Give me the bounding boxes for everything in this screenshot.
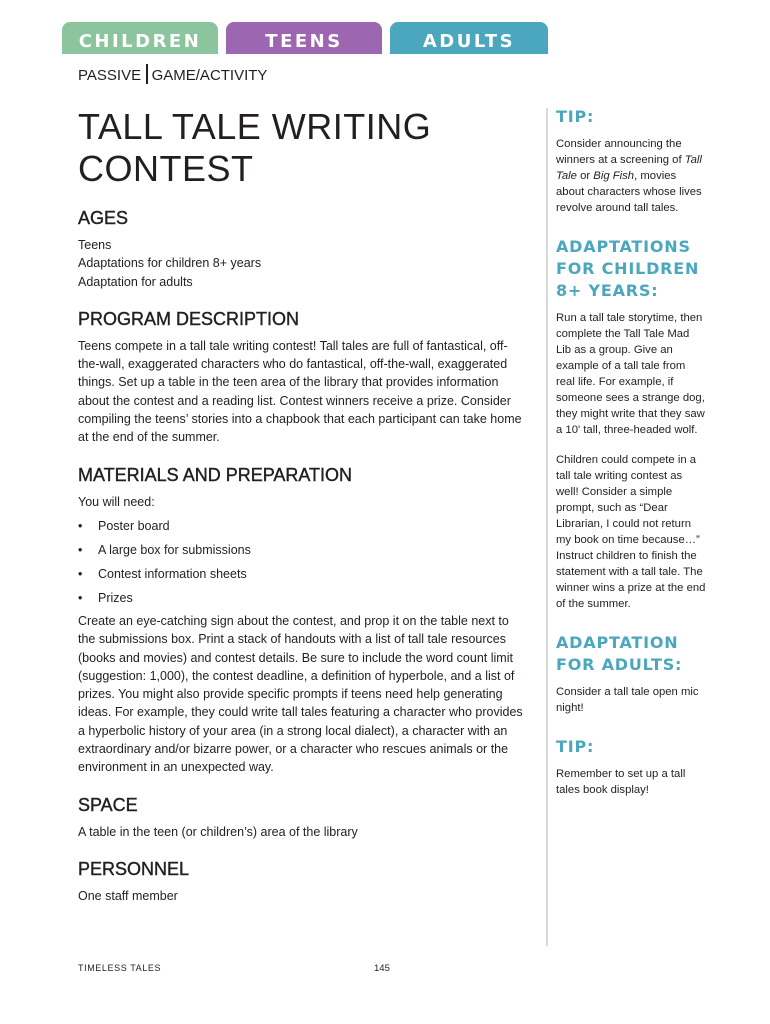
list-item bbox=[78, 562, 524, 586]
movie-title: Big Fish bbox=[593, 170, 635, 182]
space-text: A table in the teen (or children’s) area of the library bbox=[78, 824, 358, 839]
title-line: TALL TALE WRITING bbox=[78, 106, 432, 147]
tip-heading: TIP: bbox=[556, 737, 595, 756]
materials-intro: You will need: bbox=[78, 494, 155, 509]
tip-text-part: Consider announcing the winners at a screening of bbox=[556, 138, 685, 166]
adults-adaptation bbox=[556, 632, 706, 716]
space-heading: SPACE bbox=[78, 794, 138, 815]
title-line: CONTEST bbox=[78, 148, 254, 189]
personnel-heading: PERSONNEL bbox=[78, 858, 190, 879]
list-item bbox=[78, 538, 524, 562]
children-adaptations bbox=[556, 236, 706, 612]
sidebar bbox=[556, 106, 706, 818]
materials-list bbox=[78, 514, 524, 610]
program-description-section bbox=[78, 309, 524, 447]
materials-section bbox=[78, 465, 524, 777]
children-adaptations-text: Children could compete in a tall tale writing contest as well! Consider a simple prompt, such as “Dear Librarian, I could not return my book on time because…” Instruct children to finish the statement with a tall tale. The winner wins a prize at the end of the summer. bbox=[556, 454, 706, 610]
bullet-icon: • bbox=[78, 566, 83, 581]
audience-tabs bbox=[62, 22, 548, 54]
tab-teens: TEENS bbox=[226, 22, 382, 54]
bullet-icon: • bbox=[78, 590, 83, 605]
tip-text bbox=[556, 136, 706, 216]
adults-adaptation-heading bbox=[556, 632, 706, 676]
materials-heading: MATERIALS AND PREPARATION bbox=[78, 464, 353, 485]
page-title bbox=[78, 106, 524, 190]
adults-adaptation-text: Consider a tall tale open mic night! bbox=[556, 686, 699, 714]
sidebar-divider bbox=[546, 108, 548, 946]
list-item-label: Contest information sheets bbox=[98, 566, 247, 581]
materials-text: Create an eye-catching sign about the contest, and prop it on the table next to the submissions box. Print a stack of handouts with a list of tall tale resources (books and movies) and contest details. Be sure to include the word count limit (suggestion: 1,000), the contest deadline, a definition of hyperbole, and a list of prizes. You might also provide specific prompts if teens need help generating ideas. For example, they could write tall tales featuring a character who provides a hyperbolic history of your area (in a strong local dialect), a character with an extraordinary and/or bizarre power, or a character who rescues animals or the environment in an unexpected way. bbox=[78, 613, 523, 775]
list-item-label: A large box for submissions bbox=[98, 542, 251, 557]
heading-line: FOR ADULTS: bbox=[556, 655, 683, 674]
program-description-text: Teens compete in a tall tale writing contest! Tall tales are full of fantastical, off-the-wall, exaggerated characters who do fantastical, off-the-wall, exaggerated things. Set up a table in the teen area of the library that provides information about the contest and a reading list. Contest winners receive a prize. Consider compiling the teens’ stories into a chapbook that each participant can take home at the end of the summer. bbox=[78, 338, 522, 445]
personnel-section bbox=[78, 859, 524, 905]
heading-line: 8+ YEARS: bbox=[556, 281, 659, 300]
page-number: 145 bbox=[374, 963, 390, 974]
list-item-label: Prizes bbox=[98, 590, 133, 605]
ages-section bbox=[78, 208, 524, 291]
tip-box bbox=[556, 106, 706, 216]
tip-box bbox=[556, 736, 706, 798]
bullet-icon: • bbox=[78, 542, 83, 557]
tip-text-part: or bbox=[576, 170, 594, 182]
footer-book-title: TIMELESS TALES bbox=[78, 963, 162, 973]
tip-text-part: , movies about characters whose lives revolve around tall tales. bbox=[556, 170, 702, 214]
children-adaptations-heading bbox=[556, 236, 706, 302]
tab-adults: ADULTS bbox=[390, 22, 548, 54]
category-divider bbox=[146, 64, 148, 84]
list-item-label: Poster board bbox=[98, 518, 170, 533]
category-primary: PASSIVE bbox=[78, 67, 142, 84]
movie-title: Tall Tale bbox=[556, 154, 702, 182]
bullet-icon: • bbox=[78, 518, 83, 533]
tip-heading: TIP: bbox=[556, 107, 595, 126]
list-item bbox=[78, 586, 524, 610]
ages-line: Adaptation for adults bbox=[78, 274, 193, 289]
ages-line: Teens bbox=[78, 238, 112, 252]
list-item bbox=[78, 514, 524, 538]
children-adaptations-text: Run a tall tale storytime, then complete the Tall Tale Mad Lib as a group. Give an example of a tall tale from real life. For example, if someone sees a strange dog, they might write that they saw a 10' tall, three-headed wolf. bbox=[556, 312, 705, 436]
heading-line: ADAPTATIONS bbox=[556, 237, 691, 256]
program-description-heading: PROGRAM DESCRIPTION bbox=[78, 308, 300, 329]
main-content bbox=[78, 106, 524, 923]
tip-text: Remember to set up a tall tales book display! bbox=[556, 768, 686, 796]
space-section bbox=[78, 795, 524, 841]
category-secondary: GAME/ACTIVITY bbox=[151, 67, 268, 84]
ages-line: Adaptations for children 8+ years bbox=[78, 256, 262, 271]
personnel-text: One staff member bbox=[78, 888, 178, 903]
heading-line: FOR CHILDREN bbox=[556, 259, 700, 278]
tab-children: CHILDREN bbox=[62, 22, 218, 54]
heading-line: ADAPTATION bbox=[556, 633, 679, 652]
program-category bbox=[78, 64, 267, 84]
ages-heading: AGES bbox=[78, 208, 129, 228]
